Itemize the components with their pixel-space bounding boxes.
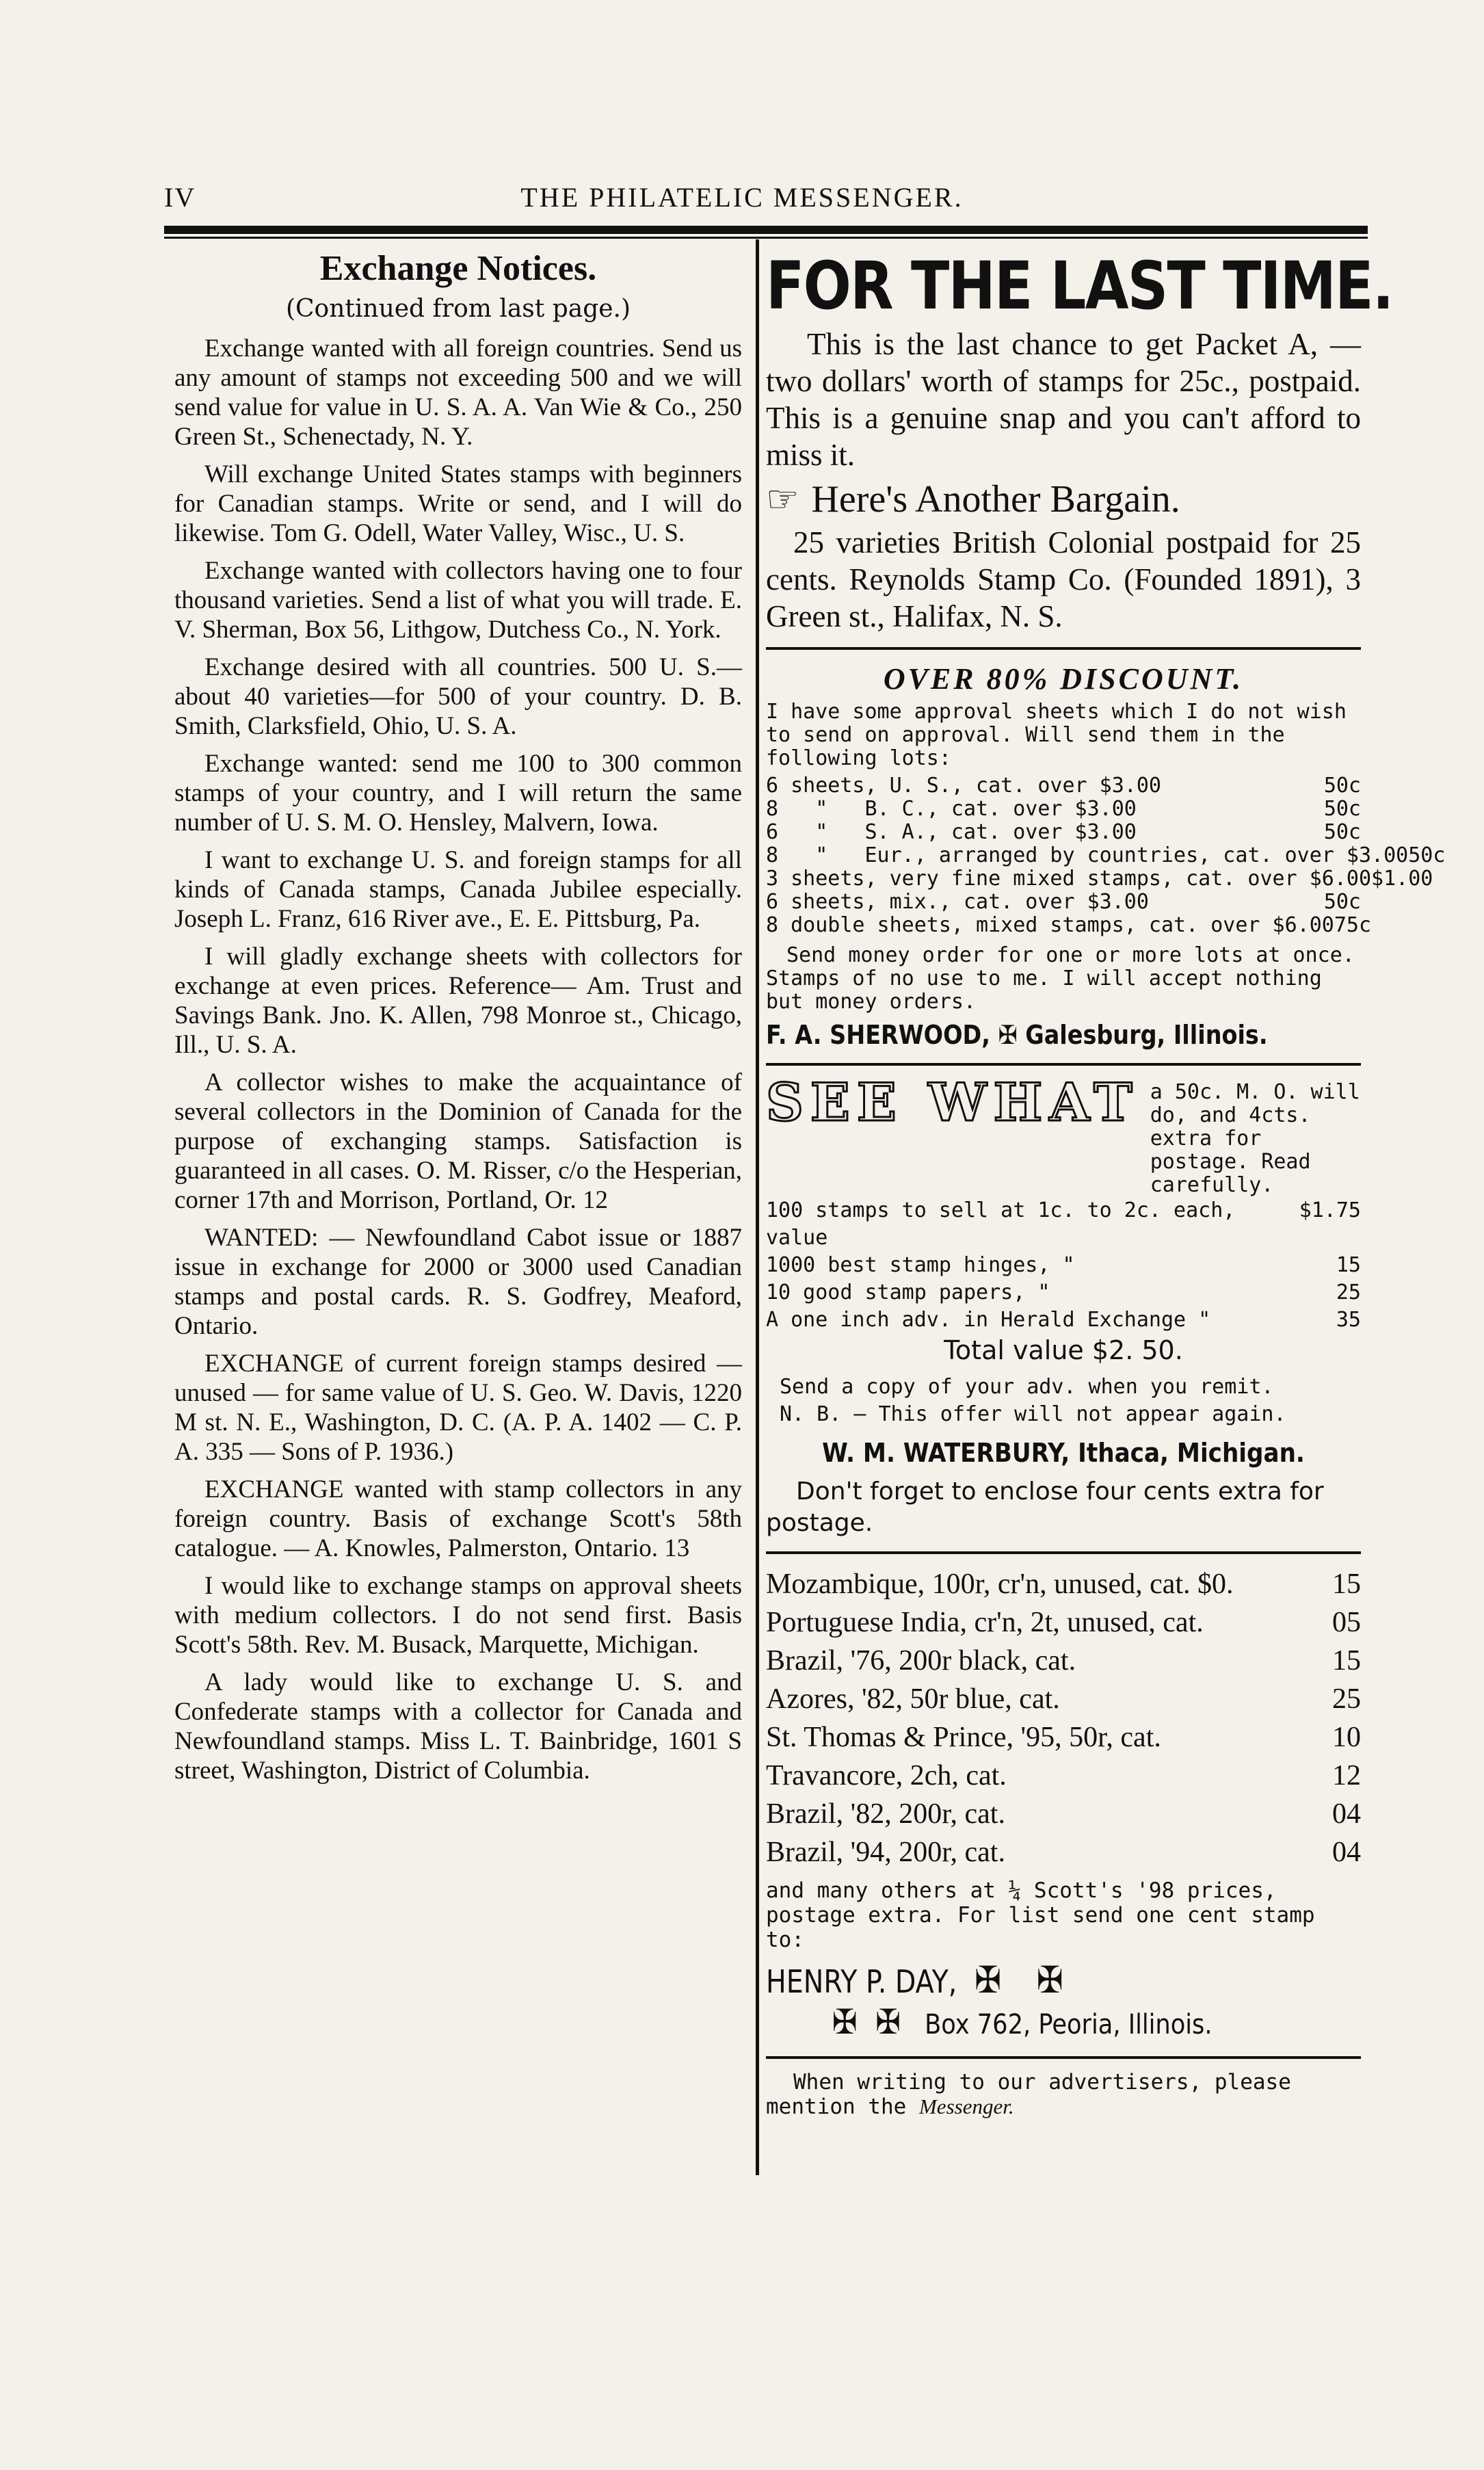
see-what-item-description: 100 stamps to sell at 1c. to 2c. each, value [766, 1198, 1236, 1250]
stamp-price-list [766, 1565, 1361, 1871]
see-what-item-description: 1000 best stamp hinges, " [766, 1253, 1075, 1277]
see-what-item-description: 10 good stamp papers, " [766, 1280, 1050, 1304]
stamp-item-price: 10 [1332, 1722, 1361, 1753]
notice: I would like to exchange stamps on approval sheets with medium collectors. I do not send first. Basis Scott's 58th. Rev. M. Busack, Marquette, Michigan. [174, 1572, 742, 1659]
notice: EXCHANGE wanted with stamp collectors in any foreign country. Basis of exchange Scott's 58th catalogue. — A. Knowles, Palmerston, Ontario. 13 [174, 1475, 742, 1562]
see-what-header [766, 1072, 1361, 1197]
ad-separator [766, 647, 1361, 650]
column-divider [756, 239, 759, 2175]
discount-lot [766, 843, 1446, 867]
notice: Will exchange United States stamps with beginners for Canadian stamps. Write or send, and I will do likewise. Tom G. Odell, Water Valley, Wisc., U. S. [174, 460, 742, 547]
stamp-item-description: Travancore, 2ch, cat. [766, 1760, 1007, 1791]
discount-lot-price: 50c [1323, 820, 1361, 844]
stamp-item [766, 1565, 1361, 1603]
discount-lots [766, 774, 1446, 937]
exchange-notices-heading: Exchange Notices. [319, 249, 597, 288]
notice: Exchange desired with all countries. 500 U. S.—about 40 varieties—for 500 of your country. D. B. Smith, Clarksfield, Ohio, U. S. A. [174, 653, 742, 740]
see-what-nb-line: N. B. — This offer will not appear again. [780, 1402, 1286, 1426]
maltese-cross-icon: ✠ [875, 2002, 901, 2042]
sherwood-advertiser: F. A. SHERWOOD, ✠ Galesburg, Illinois. [766, 1020, 1268, 1050]
maltese-cross-icon: ✠ [975, 1958, 1002, 2001]
discount-lot [766, 891, 1361, 914]
discount-lot-description: 6 " S. A., cat. over $3.00 [766, 820, 1137, 844]
ad-separator [766, 1063, 1361, 1066]
stamp-item [766, 1603, 1361, 1642]
discount-lot [766, 867, 1433, 891]
notice: Exchange wanted with collectors having one to four thousand varieties. Send a list of what you will trade. E. V. Sherman, Box 56, Lithgow, Dutchess Co., N. York. [174, 557, 742, 644]
stamp-item-description: St. Thomas & Prince, '95, 50r, cat. [766, 1722, 1161, 1753]
footer-note-text: When writing to our advertisers, please mention the [766, 2070, 1291, 2119]
discount-lot [766, 798, 1361, 821]
page-number: IV [164, 182, 196, 213]
discount-lot-price: 50c [1323, 774, 1361, 798]
stamp-item [766, 1642, 1361, 1680]
stamp-item-price: 04 [1332, 1798, 1361, 1830]
stamp-item-price: 15 [1332, 1568, 1361, 1600]
bargain-heading [766, 477, 1361, 521]
bargain-offer: 25 varieties British Colonial postpaid for 25 cents. Reynolds Stamp Co. (Founded 1891), 3 Green st., Halifax, N. S. [766, 525, 1361, 633]
stamp-item-price: 15 [1332, 1645, 1361, 1677]
maltese-cross-icon: ✠ [832, 2002, 858, 2042]
postage-reminder: Don't forget to enclose four cents extra for postage. [766, 1477, 1324, 1537]
see-what-item-price: 35 [1336, 1308, 1361, 1332]
advertisers-footer-note [766, 2070, 1361, 2119]
discount-lot-description: 6 sheets, mix., cat. over $3.00 [766, 890, 1149, 914]
see-what-item-price: 25 [1336, 1280, 1361, 1304]
page-title: THE PHILATELIC MESSENGER. [520, 182, 964, 213]
footer-note-publication: Messenger. [918, 2094, 1014, 2118]
discount-lot-price: 50c [1408, 843, 1446, 867]
see-what-title: SEE WHAT [766, 1072, 1139, 1133]
maltese-cross-icon: ✠ [1036, 1958, 1063, 2001]
see-what-item-price: $1.75 [1299, 1198, 1361, 1222]
waterbury-advertiser: W. M. WATERBURY, Ithaca, Michigan. [822, 1438, 1305, 1468]
discount-lot-description: 8 double sheets, mixed stamps, cat. over $6.00 [766, 913, 1334, 937]
stamp-item-price: 05 [1332, 1607, 1361, 1638]
notice: Exchange wanted with all foreign countries. Send us any amount of stamps not exceeding 500 and we will send value for value in U. S. A. A. Van Wie & Co., 250 Green St., Schenectady, N. Y. [174, 334, 742, 451]
discount-lot-price: 50c [1323, 890, 1361, 914]
see-what-item-price: 15 [1336, 1253, 1361, 1277]
discount-lot [766, 913, 1372, 937]
stamp-item [766, 1795, 1361, 1833]
bargain-title: Here's Another Bargain. [811, 478, 1180, 521]
see-what-copy-line: Send a copy of your adv. when you remit. [780, 1375, 1274, 1399]
stamp-item-description: Brazil, '82, 200r, cat. [766, 1798, 1005, 1830]
exchange-notices-column [174, 246, 742, 1794]
see-what-item [766, 1279, 1361, 1306]
see-what-total: Total value $2. 50. [944, 1335, 1183, 1365]
advertisements-column [766, 246, 1446, 2119]
notice: EXCHANGE of current foreign stamps desired — unused — for same value of U. S. Geo. W. Davis, 1220 M st. N. E., Washington, D. C. (A. P. A. 1402 — C. P. A. 335 — Sons of P. 1936.) [174, 1350, 742, 1466]
discount-lot-price: $1.00 [1371, 867, 1433, 891]
discount-note: Send money order for one or more lots at once. Stamps of no use to me. I will accept nothing but money orders. [766, 943, 1355, 1014]
discount-headline: OVER 80% DISCOUNT. [883, 662, 1244, 696]
day-address-line [766, 2003, 1290, 2044]
day-advertiser-name: HENRY P. DAY, [766, 1963, 957, 2000]
stamp-item-price: 12 [1332, 1760, 1361, 1791]
day-advertiser-line [766, 1959, 1277, 2003]
notice: WANTED: — Newfoundland Cabot issue or 1887 issue in exchange for 2000 or 3000 used Canadian stamps and postal cards. R. S. Godfrey, Meaford, Ontario. [174, 1224, 742, 1340]
stamp-item-price: 25 [1332, 1683, 1361, 1715]
discount-lot-price: 50c [1323, 797, 1361, 821]
notice: Exchange wanted: send me 100 to 300 common stamps of your country, and I will return the same number of U. S. M. O. Hensley, Malvern, Iowa. [174, 750, 742, 837]
discount-lot-description: 3 sheets, very fine mixed stamps, cat. over $6.00 [766, 867, 1372, 891]
pointing-hand-icon: ☞ [766, 479, 799, 520]
stamp-item-description: Brazil, '94, 200r, cat. [766, 1837, 1005, 1868]
ad-separator [766, 2056, 1361, 2059]
stamp-item-description: Azores, '82, 50r blue, cat. [766, 1683, 1060, 1715]
see-what-item [766, 1252, 1361, 1279]
header-rule-thin [164, 237, 1368, 239]
discount-lot [766, 821, 1361, 844]
discount-lot-description: 8 " Eur., arranged by countries, cat. over $3.00 [766, 843, 1409, 867]
stamp-item-description: Portuguese India, cr'n, 2t, unused, cat. [766, 1607, 1204, 1638]
discount-lot-description: 6 sheets, U. S., cat. over $3.00 [766, 774, 1161, 798]
notice: A lady would like to exchange U. S. and Confederate stamps with a collector for Canada and Newfoundland stamps. Miss L. T. Bainbridge, 1601 S street, Washington, District of Columbia. [174, 1668, 742, 1785]
notice: I will gladly exchange sheets with collectors for exchange at even prices. Reference— Am. Trust and Savings Bank. Jno. K. Allen, 798 Monroe st., Chicago, Ill., U. S. A. [174, 943, 742, 1059]
stamp-item-description: Mozambique, 100r, cr'n, unused, cat. $0. [766, 1568, 1234, 1600]
see-what-item [766, 1306, 1361, 1334]
see-what-note: a 50c. M. O. will do, and 4cts. extra for postage. Read carefully. [1150, 1080, 1360, 1197]
day-address: Box 762, Peoria, Illinois. [925, 2009, 1213, 2040]
discount-intro: I have some approval sheets which I do not wish to send on approval. Will send them in the following lots: [766, 700, 1347, 770]
continued-subheading: (Continued from last page.) [285, 295, 631, 323]
packet-offer: This is the last chance to get Packet A, — two dollars' worth of stamps for 25c., postpaid. This is a genuine snap and you can't afford to miss it. [766, 327, 1361, 472]
last-time-headline: FOR THE LAST TIME. [766, 248, 1393, 324]
discount-lot [766, 774, 1361, 798]
ad-separator [766, 1551, 1361, 1554]
see-what-item-description: A one inch adv. in Herald Exchange " [766, 1308, 1211, 1332]
others-note: and many others at ¼ Scott's '98 prices, postage extra. For list send one cent stamp to: [766, 1878, 1315, 1952]
stamp-item [766, 1833, 1361, 1871]
header-rule [164, 226, 1368, 234]
stamp-item-price: 04 [1332, 1837, 1361, 1868]
stamp-item [766, 1757, 1361, 1795]
see-what-items [766, 1197, 1361, 1334]
discount-lot-description: 8 " B. C., cat. over $3.00 [766, 797, 1137, 821]
notice: I want to exchange U. S. and foreign stamps for all kinds of Canada stamps, Canada Jubilee especially. Joseph L. Franz, 616 River ave., E. E. Pittsburg, Pa. [174, 846, 742, 933]
see-what-item [766, 1197, 1361, 1252]
discount-lot-price: 75c [1334, 913, 1372, 937]
notice: A collector wishes to make the acquaintance of several collectors in the Dominion of Canada for the purpose of exchanging stamps. Satisfaction is guaranteed in all cases. O. M. Risser, c/o the Hesperian, corner 17th and Morrison, Portland, Or. 12 [174, 1068, 742, 1214]
stamp-item [766, 1718, 1361, 1757]
stamp-item-description: Brazil, '76, 200r black, cat. [766, 1645, 1076, 1677]
stamp-item [766, 1680, 1361, 1718]
